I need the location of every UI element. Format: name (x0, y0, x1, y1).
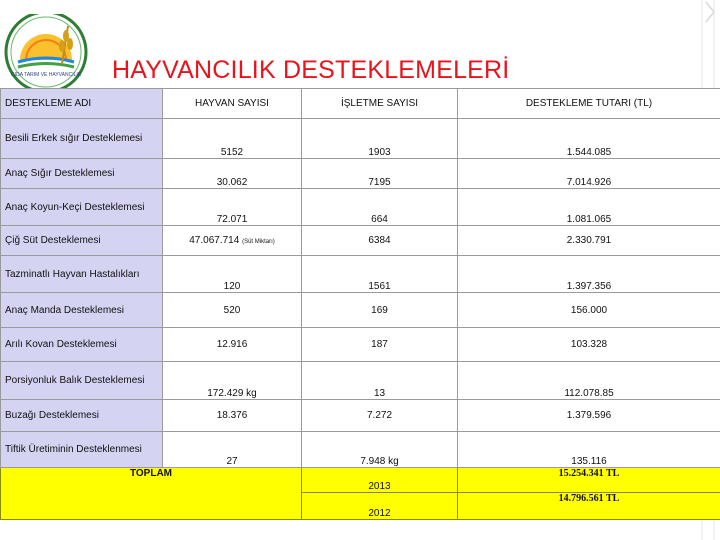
header-farm-count: İŞLETME SAYISI (302, 89, 458, 119)
support-table (0, 88, 720, 520)
row-animals: 520 (163, 293, 302, 328)
row-animals (163, 226, 302, 256)
row-name: Tazminatlı Hayvan Hastalıkları (1, 256, 163, 293)
row-farms: 6384 (302, 226, 458, 256)
table-row (1, 432, 720, 468)
total-label: TOPLAM (1, 468, 302, 520)
page-title: HAYVANCILIK DESTEKLEMELERİ (112, 56, 510, 84)
ministry-logo (2, 14, 98, 88)
row-amount: 1.544.085 (458, 119, 720, 159)
row-name: Anaç Koyun-Keçi Desteklemesi (1, 189, 163, 226)
row-animals: 30.062 (163, 159, 302, 189)
table-row (1, 159, 720, 189)
row-amount: 135.116 (458, 432, 720, 468)
row-animals: 27 (163, 432, 302, 468)
row-amount: 112.078.85 (458, 362, 720, 400)
sun-wheat-logo-icon (2, 14, 98, 88)
table-row (1, 328, 720, 362)
table-header-row (1, 89, 720, 119)
table-row (1, 256, 720, 293)
row-name: Anaç Sığır Desteklemesi (1, 159, 163, 189)
row-name: Tiftik Üretiminin Desteklenmesi (1, 432, 163, 468)
row-farms: 7.948 kg (302, 432, 458, 468)
row-amount: 7.014.926 (458, 159, 720, 189)
row-name: Arılı Kovan Desteklemesi (1, 328, 163, 362)
row-amount: 1.397.356 (458, 256, 720, 293)
row-amount: 103.328 (458, 328, 720, 362)
row-farms: 1903 (302, 119, 458, 159)
total-row-2013 (1, 468, 720, 493)
row-farms: 13 (302, 362, 458, 400)
row-amount: 1.081.065 (458, 189, 720, 226)
table-row (1, 362, 720, 400)
header-support-name: DESTEKLEME ADI (1, 89, 163, 119)
row-name: Besili Erkek sığır Desteklemesi (1, 119, 163, 159)
row-animals: 18.376 (163, 400, 302, 432)
row-name: Çiğ Süt Desteklemesi (1, 226, 163, 256)
total-amount: 15.254.341 TL (458, 468, 720, 493)
row-farms: 187 (302, 328, 458, 362)
table-row (1, 119, 720, 159)
row-farms: 169 (302, 293, 458, 328)
total-year: 2012 (302, 493, 458, 520)
row-animals: 72.071 (163, 189, 302, 226)
row-amount: 156.000 (458, 293, 720, 328)
row-name: Porsiyonluk Balık Desteklemesi (1, 362, 163, 400)
row-name: Anaç Manda Desteklemesi (1, 293, 163, 328)
row-name: Buzağı Desteklemesi (1, 400, 163, 432)
header-animal-count: HAYVAN SAYISI (163, 89, 302, 119)
header-support-amount: DESTEKLEME TUTARI (TL) (458, 89, 720, 119)
row-amount: 1.379.596 (458, 400, 720, 432)
row-animals: 120 (163, 256, 302, 293)
row-amount: 2.330.791 (458, 226, 720, 256)
row-animals-note: (Süt Miktarı) (242, 239, 275, 245)
logo-text: GIDA TARIM VE HAYVANCILIK (10, 72, 82, 78)
table-row (1, 189, 720, 226)
table-row (1, 293, 720, 328)
row-farms: 664 (302, 189, 458, 226)
row-farms: 7195 (302, 159, 458, 189)
row-animals: 172.429 kg (163, 362, 302, 400)
row-animals: 5152 (163, 119, 302, 159)
row-animals-value: 47.067.714 (189, 235, 240, 246)
table-row (1, 400, 720, 432)
row-animals: 12.916 (163, 328, 302, 362)
total-amount: 14.796.561 TL (458, 493, 720, 520)
row-farms: 1561 (302, 256, 458, 293)
row-farms: 7.272 (302, 400, 458, 432)
total-year: 2013 (302, 468, 458, 493)
table-row (1, 226, 720, 256)
